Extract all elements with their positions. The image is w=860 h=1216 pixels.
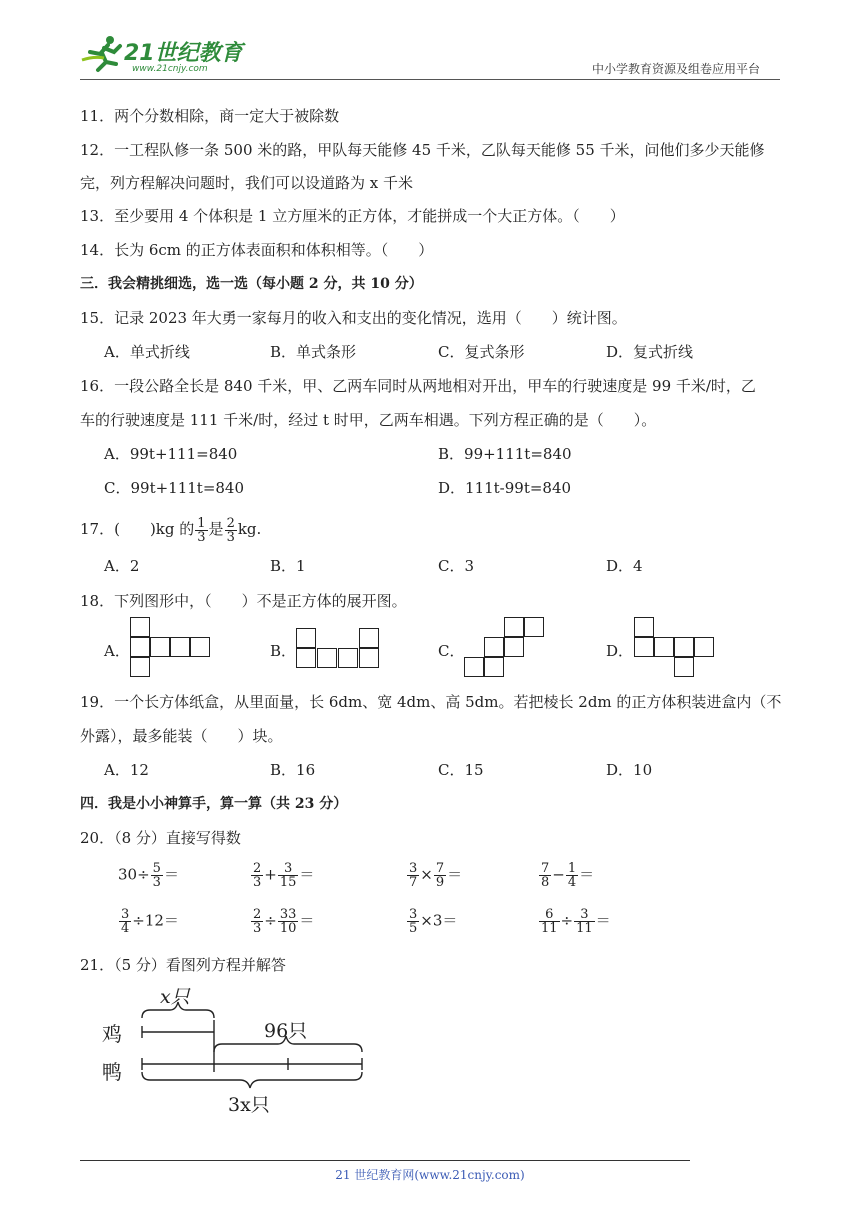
calc-1-den: 3 bbox=[152, 875, 161, 890]
q19-option-b: B．16 bbox=[270, 761, 316, 779]
calc-8-num2: 3 bbox=[580, 907, 589, 922]
question-19-line1: 19．一个长方体纸盒，从里面量，长 6dm、宽 4dm、高 5dm。若把棱长 2dm 的正方体积装进盒内（不 bbox=[80, 693, 782, 711]
calc-1-pre: 30÷ bbox=[118, 865, 150, 884]
calc-6-frac2 bbox=[278, 908, 299, 935]
q19-option-c: C．15 bbox=[438, 761, 484, 779]
label-x: x只 bbox=[160, 986, 190, 1008]
calc-8-den1: 11 bbox=[541, 921, 558, 936]
calc-4-frac1 bbox=[539, 862, 551, 889]
question-14: 14．长为 6cm 的正方体表面积和体积相等。（ ） bbox=[80, 241, 434, 259]
q16-option-b: B．99+111t=840 bbox=[438, 445, 572, 463]
question-13: 13．至少要用 4 个体积是 1 立方厘米的正方体，才能拼成一个大正方体。（ ） bbox=[80, 207, 625, 225]
q19-option-a: A．12 bbox=[104, 761, 149, 779]
calc-3-num2: 7 bbox=[435, 861, 445, 876]
calc-2-num2: 3 bbox=[283, 861, 293, 876]
calc-7-num: 3 bbox=[409, 907, 418, 922]
question-21: 21．（5 分）看图列方程并解答 bbox=[80, 956, 286, 974]
calc-5-den: 4 bbox=[121, 921, 130, 936]
q16-option-a: A．99t+111=840 bbox=[104, 445, 238, 463]
calc-2-post: ＝ bbox=[299, 865, 315, 884]
q18-option-d: D． bbox=[606, 642, 634, 660]
calc-6-den2: 10 bbox=[279, 921, 297, 936]
q17-option-c: C．3 bbox=[438, 557, 475, 575]
question-16-line2: 车的行驶速度是 111 千米/时，经过 t 时甲，乙两车相遇。下列方程正确的是（ ）。 bbox=[80, 411, 657, 429]
calc-8-frac2 bbox=[574, 908, 595, 935]
label-3x: 3x只 bbox=[228, 1094, 270, 1116]
calc-2-num1: 2 bbox=[253, 861, 262, 876]
q16-option-d: D．111t-99t=840 bbox=[438, 479, 572, 497]
q17-frac1-num: 1 bbox=[197, 515, 206, 531]
calc-8-den2: 11 bbox=[576, 921, 593, 936]
calc-8-frac1 bbox=[539, 908, 560, 935]
q17-prefix: 17．( )kg 的 bbox=[80, 520, 195, 538]
calc-8-op: ÷ bbox=[560, 911, 574, 930]
question-17 bbox=[80, 514, 261, 544]
logo-text: 21世纪教育 bbox=[124, 41, 243, 66]
q15-option-c: C．复式条形 bbox=[438, 343, 525, 361]
calc-4-frac2 bbox=[566, 862, 578, 889]
calc-4-den2: 4 bbox=[567, 875, 577, 890]
calc-8-num1: 6 bbox=[545, 907, 554, 922]
q18-option-b: B． bbox=[270, 642, 297, 660]
calc-3-frac2 bbox=[434, 862, 446, 889]
header-right-text: 中小学教育资源及组卷应用平台 bbox=[592, 62, 761, 76]
calc-7-den: 5 bbox=[409, 921, 418, 936]
calc-5-post: ÷12＝ bbox=[132, 911, 179, 930]
calc-2-den1: 3 bbox=[253, 875, 262, 890]
header-divider bbox=[80, 79, 780, 80]
calc-5-frac bbox=[119, 908, 131, 935]
calc-8-post: ＝ bbox=[595, 911, 611, 930]
calc-5 bbox=[118, 908, 179, 935]
q17-option-b: B．1 bbox=[270, 557, 306, 575]
question-16-line1: 16．一段公路全长是 840 千米，甲、乙两车同时从两地相对开出，甲车的行驶速度是 99 千米/时，乙 bbox=[80, 377, 756, 395]
q17-frac2-num: 2 bbox=[226, 515, 235, 531]
chicken-duck-diagram bbox=[96, 980, 376, 1120]
q17-frac1-den: 3 bbox=[197, 529, 206, 545]
calc-6-den1: 3 bbox=[253, 921, 262, 936]
q18-option-c: C． bbox=[438, 642, 465, 660]
calc-7 bbox=[406, 908, 457, 935]
footer-text: 21 世纪教育网(www.21cnjy.com) bbox=[335, 1168, 525, 1182]
q18-option-a: A． bbox=[104, 642, 130, 660]
q17-option-d: D．4 bbox=[606, 557, 643, 575]
q19-option-d: D．10 bbox=[606, 761, 653, 779]
calc-4-num1: 7 bbox=[541, 861, 550, 876]
calc-1-frac bbox=[151, 862, 163, 889]
calc-3-frac1 bbox=[407, 862, 419, 889]
calc-4-op: − bbox=[552, 865, 565, 884]
q15-option-b: B．单式条形 bbox=[270, 343, 357, 361]
q15-option-d: D．复式折线 bbox=[606, 343, 694, 361]
calc-6-num1: 2 bbox=[253, 907, 262, 922]
calc-3-den1: 7 bbox=[409, 875, 418, 890]
runner-logo-icon bbox=[80, 34, 126, 74]
section-4-heading: 四．我是小小神算手，算一算（共 23 分） bbox=[80, 796, 348, 812]
calc-4 bbox=[538, 862, 594, 889]
calc-5-num: 3 bbox=[121, 907, 130, 922]
label-chicken: 鸡 bbox=[102, 1022, 122, 1046]
calc-1-num: 5 bbox=[152, 861, 161, 876]
q17-frac2-den: 3 bbox=[226, 529, 235, 545]
label-duck: 鸭 bbox=[102, 1060, 122, 1084]
calc-6 bbox=[250, 908, 314, 935]
calc-3-op: × bbox=[420, 865, 433, 884]
q17-mid: 是 bbox=[208, 520, 224, 538]
logo-url: www.21cnjy.com bbox=[132, 64, 208, 74]
calc-7-frac bbox=[407, 908, 419, 935]
q15-option-a: A．单式折线 bbox=[104, 343, 190, 361]
q16-option-c: C．99t+111t=840 bbox=[104, 479, 245, 497]
question-19-line2: 外露），最多能装（ ）块。 bbox=[80, 727, 283, 745]
question-15: 15．记录 2023 年大勇一家每月的收入和支出的变化情况，选用（ ）统计图。 bbox=[80, 309, 627, 327]
calc-4-post: ＝ bbox=[579, 865, 595, 884]
calc-3-den2: 9 bbox=[435, 875, 445, 890]
calc-6-frac1 bbox=[251, 908, 263, 935]
calc-6-num2: 33 bbox=[279, 907, 297, 922]
question-20: 20．（8 分）直接写得数 bbox=[80, 829, 241, 847]
calc-2 bbox=[250, 862, 314, 889]
calc-3 bbox=[406, 862, 462, 889]
calc-8 bbox=[538, 908, 611, 935]
q17-fraction-2 bbox=[225, 517, 237, 544]
calc-3-post: ＝ bbox=[447, 865, 463, 884]
section-3-heading: 三．我会精挑细选，选一选（每小题 2 分，共 10 分） bbox=[80, 276, 423, 292]
calc-1 bbox=[118, 862, 179, 889]
label-96: 96只 bbox=[264, 1020, 308, 1042]
calc-2-frac1 bbox=[251, 862, 263, 889]
q17-option-a: A．2 bbox=[104, 557, 140, 575]
header-logo bbox=[80, 34, 250, 78]
calc-2-den2: 15 bbox=[279, 875, 297, 890]
question-12-line2: 完，列方程解决问题时，我们可以设道路为 x 千米 bbox=[80, 174, 413, 192]
calc-6-post: ＝ bbox=[299, 911, 315, 930]
calc-1-post: ＝ bbox=[163, 865, 179, 884]
calc-4-den1: 8 bbox=[541, 875, 550, 890]
calc-2-op: + bbox=[264, 865, 277, 884]
calc-7-post: ×3＝ bbox=[420, 911, 458, 930]
question-18: 18．下列图形中，（ ）不是正方体的展开图。 bbox=[80, 592, 407, 610]
footer-divider bbox=[80, 1160, 690, 1161]
question-11: 11．两个分数相除，商一定大于被除数 bbox=[80, 107, 340, 125]
q17-fraction-1 bbox=[195, 517, 207, 544]
calc-4-num2: 1 bbox=[567, 861, 577, 876]
question-12-line1: 12．一工程队修一条 500 米的路，甲队每天能修 45 千米，乙队每天能修 55 千米，问他们多少天能修 bbox=[80, 141, 765, 159]
calc-2-frac2 bbox=[278, 862, 299, 889]
q17-suffix: kg. bbox=[237, 520, 262, 538]
calc-3-num1: 3 bbox=[409, 861, 418, 876]
calc-6-op: ÷ bbox=[264, 911, 277, 930]
